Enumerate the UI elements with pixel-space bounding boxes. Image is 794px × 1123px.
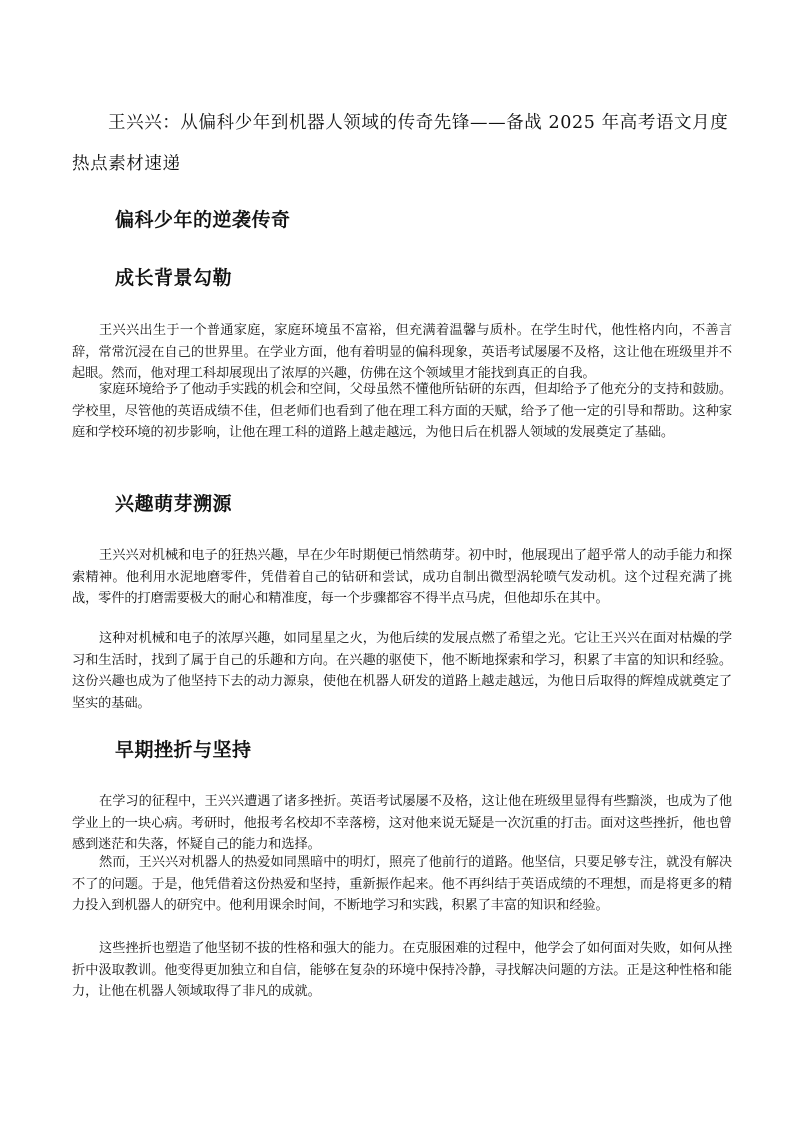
paragraph-background-1: 王兴兴出生于一个普通家庭，家庭环境虽不富裕，但充满着温馨与质朴。在学生时代，他性格内向，不善言辞，常常沉浸在自己的世界里。在学业方面，他有着明显的偏科现象，英语考试屡屡不及格，这让他在班级里并不起眼。然而，他对理工科却展现出了浓厚的兴趣，仿佛在这个领域里才能找到真正的自我。 — [72, 323, 732, 381]
paragraph-setbacks-3: 这些挫折也塑造了他坚韧不拔的性格和强大的能力。在克服困难的过程中，他学会了如何面对失败，如何从挫折中汲取教训。他变得更加独立和自信，能够在复杂的环境中保持冷静，寻找解决问题的方法。正是这种性格和能力，让他在机器人领域取得了非凡的成就。 — [72, 941, 732, 999]
paragraph-interest-1: 王兴兴对机械和电子的狂热兴趣，早在少年时期便已悄然萌芽。初中时，他展现出了超乎常人的动手能力和探索精神。他利用水泥地磨零件，凭借着自己的钻研和尝试，成功自制出微型涡轮喷气发动机。这个过程充满了挑战，零件的打磨需要极大的耐心和精准度，每一个步骤都容不得半点马虎，但他却乐在其中。 — [72, 548, 732, 606]
heading-background: 成长背景勾勒 — [115, 267, 233, 289]
paragraph-setbacks-2: 然而，王兴兴对机器人的热爱如同黑暗中的明灯，照亮了他前行的道路。他坚信，只要足够专注，就没有解决不了的问题。于是，他凭借着这份热爱和坚持，重新振作起来。他不再纠结于英语成绩的不理想，而是将更多的精力投入到机器人的研究中。他利用课余时间，不断地学习和实践，积累了丰富的知识和经验。 — [72, 855, 732, 913]
document-title: 王兴兴：从偏科少年到机器人领域的传奇先锋——备战 2025 年高考语文月度热点素材速递 — [72, 113, 729, 174]
paragraph-background-2: 家庭环境给予了他动手实践的机会和空间，父母虽然不懂他所钻研的东西，但却给予了他充分的支持和鼓励。学校里，尽管他的英语成绩不佳，但老师们也看到了他在理工科方面的天赋，给予了他一定的引导和帮助。这种家庭和学校环境的初步影响，让他在理工科的道路上越走越远，为他日后在机器人领域的发展奠定了基础。 — [72, 382, 732, 440]
heading-reversal: 偏科少年的逆袭传奇 — [115, 209, 291, 231]
heading-setbacks: 早期挫折与坚持 — [115, 739, 252, 761]
heading-interest: 兴趣萌芽溯源 — [115, 493, 233, 515]
paragraph-setbacks-1: 在学习的征程中，王兴兴遭遇了诸多挫折。英语考试屡屡不及格，这让他在班级里显得有些黯淡，也成为了他学业上的一块心病。考研时，他报考名校却不幸落榜，这对他来说无疑是一次沉重的打击。面对这些挫折，他也曾感到迷茫和失落，怀疑自己的能力和选择。 — [72, 794, 732, 852]
paragraph-interest-2: 这种对机械和电子的浓厚兴趣，如同星星之火，为他后续的发展点燃了希望之光。它让王兴兴在面对枯燥的学习和生活时，找到了属于自己的乐趣和方向。在兴趣的驱使下，他不断地探索和学习，积累了丰富的知识和经验。这份兴趣也成为了他坚持下去的动力源泉，使他在机器人研发的道路上越走越远，为他日后取得的辉煌成就奠定了坚实的基础。 — [72, 631, 732, 711]
